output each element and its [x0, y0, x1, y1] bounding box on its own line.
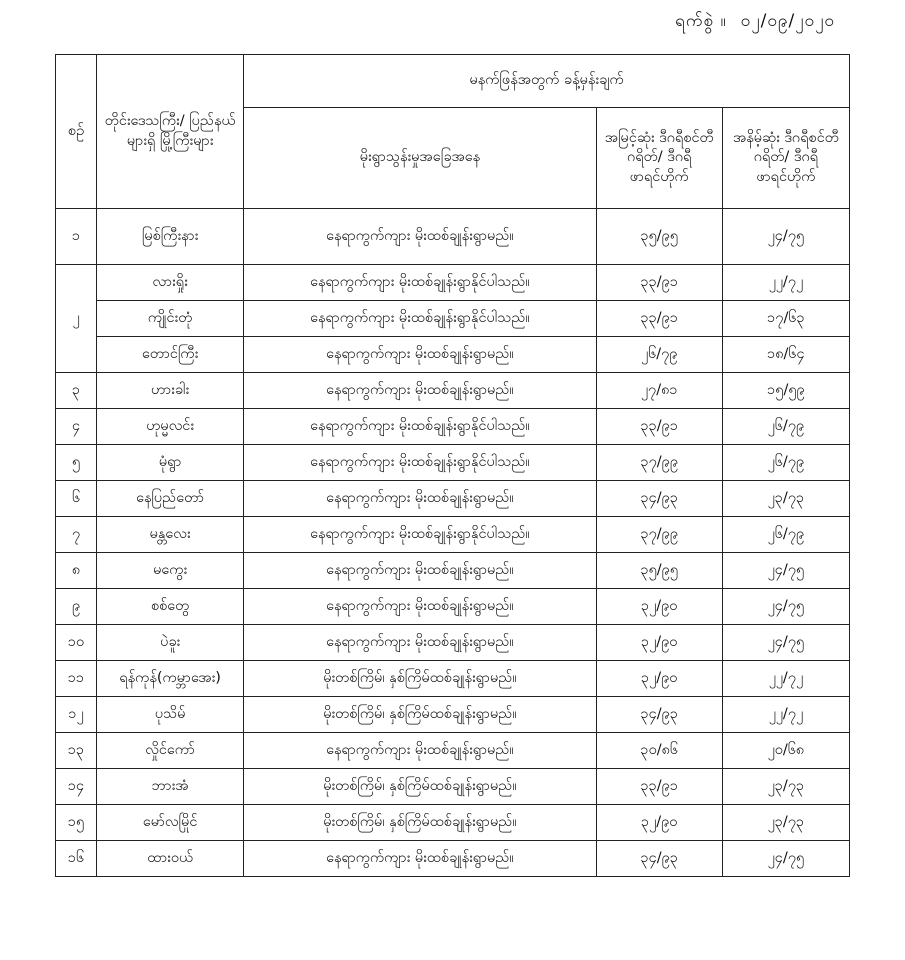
city-name: ဘားအံ	[97, 769, 244, 805]
serial-number: ၇	[56, 517, 97, 553]
rain-condition: နေရာကွက်ကျား မိုးထစ်ချုန်းရွာမည်။	[244, 337, 596, 373]
table-row	[56, 769, 850, 805]
rain-condition: နေရာကွက်ကျား မိုးထစ်ချုန်းရွာမည်။	[244, 481, 596, 517]
min-temp: ၂၃/၇၃	[722, 805, 849, 841]
rain-condition: နေရာကွက်ကျား မိုးထစ်ချုန်းရွာမည်။	[244, 209, 596, 265]
max-temp: ၃၅/၉၅	[596, 209, 722, 265]
serial-number: ၁၆	[56, 841, 97, 877]
city-name: ရန်ကုန်(ကမ္ဘာအေး)	[97, 661, 244, 697]
header-forecast-group: မနက်ဖြန်အတွက် ခန့်မှန်းချက်	[244, 55, 850, 108]
weather-forecast-table	[55, 54, 850, 877]
min-temp: ၂၃/၇၃	[722, 769, 849, 805]
serial-number: ၆	[56, 481, 97, 517]
max-temp: ၃၇/၉၉	[596, 445, 722, 481]
serial-number: ၄	[56, 409, 97, 445]
max-temp: ၃၄/၉၃	[596, 697, 722, 733]
max-temp: ၃၂/၉၀	[596, 661, 722, 697]
header-city: တိုင်းဒေသကြီး/ ပြည်နယ်များရှိ မြို့ကြီးများ	[97, 55, 244, 209]
serial-number: ၁၃	[56, 733, 97, 769]
min-temp: ၂၆/၇၉	[722, 445, 849, 481]
min-temp: ၂၂/၇၂	[722, 661, 849, 697]
table-row	[56, 337, 850, 373]
city-name: စစ်တွေ	[97, 589, 244, 625]
serial-number: ၁	[56, 209, 97, 265]
min-temp: ၂၂/၇၂	[722, 265, 849, 301]
city-name: နေပြည်တော်	[97, 481, 244, 517]
header-rain-condition: မိုးရွာသွန်းမှုအခြေအနေ	[244, 108, 596, 209]
city-name: လားရှိုး	[97, 265, 244, 301]
max-temp: ၂၇/၈၁	[596, 373, 722, 409]
max-temp: ၂၆/၇၉	[596, 337, 722, 373]
city-name: မုံရွာ	[97, 445, 244, 481]
max-temp: ၃၄/၉၃	[596, 841, 722, 877]
min-temp: ၂၄/၇၅	[722, 553, 849, 589]
city-name: ထားဝယ်	[97, 841, 244, 877]
min-temp: ၂၄/၇၅	[722, 209, 849, 265]
table-row	[56, 589, 850, 625]
city-name: မကွေး	[97, 553, 244, 589]
table-row	[56, 265, 850, 301]
city-name: မန္တလေး	[97, 517, 244, 553]
table-row	[56, 661, 850, 697]
date-line	[661, 10, 835, 35]
serial-number: ၁၁	[56, 661, 97, 697]
max-temp: ၃၃/၉၁	[596, 301, 722, 337]
max-temp: ၃၃/၉၁	[596, 265, 722, 301]
min-temp: ၂၄/၇၅	[722, 589, 849, 625]
table-row	[56, 517, 850, 553]
city-name: ဟုမ္မလင်း	[97, 409, 244, 445]
date-value: ၀၂/၀၉/၂၀၂၀	[740, 11, 835, 31]
max-temp: ၃၃/၉၁	[596, 409, 722, 445]
min-temp: ၂၀/၆၈	[722, 733, 849, 769]
rain-condition: မိုးတစ်ကြိမ်၊ နှစ်ကြိမ်ထစ်ချုန်းရွာမည်။	[244, 805, 596, 841]
table-row	[56, 481, 850, 517]
table-row	[56, 625, 850, 661]
table-row	[56, 409, 850, 445]
rain-condition: နေရာကွက်ကျား မိုးထစ်ချုန်းရွာမည်။	[244, 625, 596, 661]
serial-number: ၁၀	[56, 625, 97, 661]
serial-number: ၉	[56, 589, 97, 625]
max-temp: ၃၂/၉၀	[596, 805, 722, 841]
rain-condition: နေရာကွက်ကျား မိုးထစ်ချုန်းရွာမည်။	[244, 373, 596, 409]
city-name: လှိုင်ကော်	[97, 733, 244, 769]
table-row	[56, 209, 850, 265]
min-temp: ၂၆/၇၉	[722, 409, 849, 445]
max-temp: ၃၀/၈၆	[596, 733, 722, 769]
table-row	[56, 805, 850, 841]
serial-number: ၈	[56, 553, 97, 589]
header-serial-number: စဉ်	[56, 55, 97, 209]
max-temp: ၃၂/၉၀	[596, 589, 722, 625]
table-row	[56, 841, 850, 877]
serial-number: ၃	[56, 373, 97, 409]
min-temp: ၂၆/၇၉	[722, 517, 849, 553]
table-row	[56, 445, 850, 481]
max-temp: ၃၂/၉၀	[596, 625, 722, 661]
rain-condition: နေရာကွက်ကျား မိုးထစ်ချုန်းရွာနိုင်ပါသည်။	[244, 265, 596, 301]
max-temp: ၃၅/၉၅	[596, 553, 722, 589]
max-temp: ၃၃/၉၁	[596, 769, 722, 805]
city-name: မော်လမြိုင်	[97, 805, 244, 841]
rain-condition: နေရာကွက်ကျား မိုးထစ်ချုန်းရွာနိုင်ပါသည်။	[244, 301, 596, 337]
date-label: ရက်စွဲ ။	[675, 11, 727, 31]
city-name: ကျိုင်းတုံ	[97, 301, 244, 337]
table-row	[56, 301, 850, 337]
header-max-temp: အမြင့်ဆုံး ဒီဂရီစင်တီဂရိတ်/ ဒီဂရီဖာရင်ဟိုက်	[596, 108, 722, 209]
city-name: ဟားခါး	[97, 373, 244, 409]
rain-condition: နေရာကွက်ကျား မိုးထစ်ချုန်းရွာမည်။	[244, 733, 596, 769]
serial-number: ၁၂	[56, 697, 97, 733]
rain-condition: နေရာကွက်ကျား မိုးထစ်ချုန်းရွာနိုင်ပါသည်။	[244, 445, 596, 481]
serial-number: ၅	[56, 445, 97, 481]
table-row	[56, 733, 850, 769]
rain-condition: မိုးတစ်ကြိမ်၊ နှစ်ကြိမ်ထစ်ချုန်းရွာမည်။	[244, 769, 596, 805]
rain-condition: နေရာကွက်ကျား မိုးထစ်ချုန်းရွာမည်။	[244, 841, 596, 877]
city-name: ပုသိမ်	[97, 697, 244, 733]
rain-condition: နေရာကွက်ကျား မိုးထစ်ချုန်းရွာမည်။	[244, 553, 596, 589]
serial-number: ၁၄	[56, 769, 97, 805]
min-temp: ၁၅/၅၉	[722, 373, 849, 409]
serial-number: ၁၅	[56, 805, 97, 841]
table-row	[56, 697, 850, 733]
header-min-temp: အနိမ့်ဆုံး ဒီဂရီစင်တီဂရိတ်/ ဒီဂရီဖာရင်ဟိုက်	[722, 108, 849, 209]
rain-condition: မိုးတစ်ကြိမ်၊ နှစ်ကြိမ်ထစ်ချုန်းရွာမည်။	[244, 661, 596, 697]
min-temp: ၁၈/၆၄	[722, 337, 849, 373]
table-row	[56, 373, 850, 409]
serial-number: ၂	[56, 265, 97, 373]
rain-condition: နေရာကွက်ကျား မိုးထစ်ချုန်းရွာမည်။	[244, 589, 596, 625]
max-temp: ၃၇/၉၉	[596, 517, 722, 553]
min-temp: ၂၄/၇၅	[722, 841, 849, 877]
city-name: မြစ်ကြီးနား	[97, 209, 244, 265]
rain-condition: နေရာကွက်ကျား မိုးထစ်ချုန်းရွာနိုင်ပါသည်။	[244, 409, 596, 445]
min-temp: ၂၃/၇၃	[722, 481, 849, 517]
city-name: ပဲခူး	[97, 625, 244, 661]
min-temp: ၂၂/၇၂	[722, 697, 849, 733]
rain-condition: မိုးတစ်ကြိမ်၊ နှစ်ကြိမ်ထစ်ချုန်းရွာမည်။	[244, 697, 596, 733]
table-row	[56, 553, 850, 589]
min-temp: ၂၄/၇၅	[722, 625, 849, 661]
min-temp: ၁၇/၆၃	[722, 301, 849, 337]
max-temp: ၃၄/၉၃	[596, 481, 722, 517]
rain-condition: နေရာကွက်ကျား မိုးထစ်ချုန်းရွာနိုင်ပါသည်။	[244, 517, 596, 553]
city-name: တောင်ကြီး	[97, 337, 244, 373]
